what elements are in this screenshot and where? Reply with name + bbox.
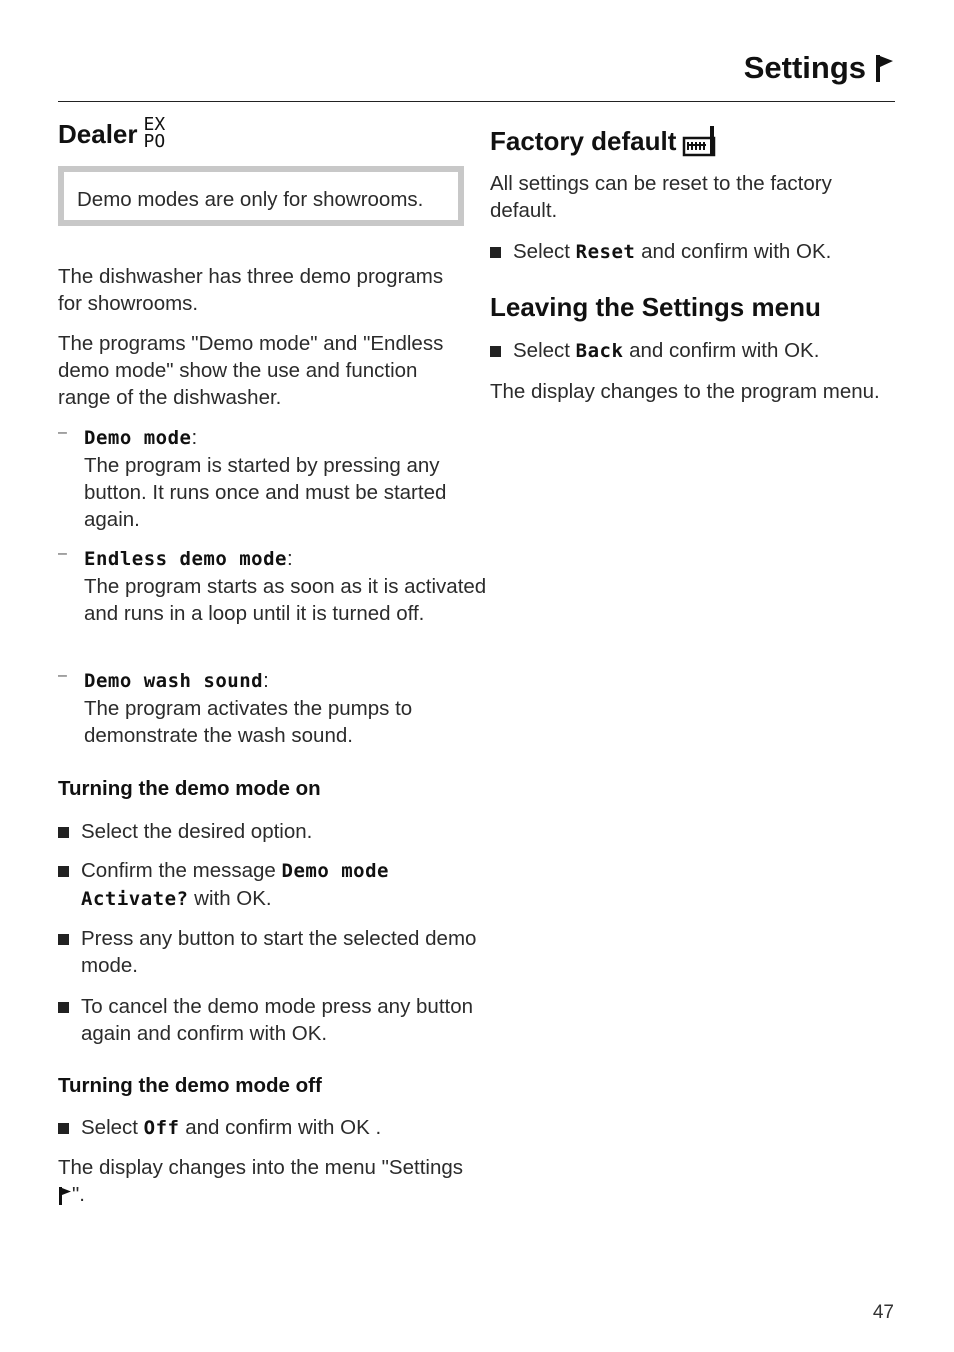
factory-default-heading-text: Factory default (490, 125, 677, 156)
bullet-marker (58, 934, 69, 945)
dash-marker: – (58, 545, 67, 562)
demo-mode-name: Demo mode (84, 427, 192, 449)
result-post: ". (72, 1183, 85, 1206)
factory-default-heading (490, 124, 896, 158)
leaving-settings-heading-text: Leaving the Settings menu (490, 292, 821, 322)
flag-icon (874, 52, 894, 84)
leaving-settings-text: The display changes to the program menu. (490, 380, 880, 403)
factory-icon (682, 124, 718, 158)
bullet-marker (490, 247, 501, 258)
turning-on-step-3 (58, 925, 487, 979)
expo-icon-top: EX (143, 114, 166, 135)
intro-paragraph-1: The dishwasher has three demo programs for showrooms. (58, 265, 444, 315)
intro-paragraph-2: The programs "Demo mode" and "Endless demo mode" show the use and function range of the dishwasher. (58, 332, 444, 409)
page-header-title (744, 50, 894, 86)
reset-step-post: and confirm with OK. (635, 240, 832, 263)
turning-on-step-4 (58, 993, 487, 1047)
page-number: 47 (872, 1302, 894, 1323)
header-title-text: Settings (743, 50, 866, 85)
endless-demo-mode-name: Endless demo mode (84, 548, 287, 570)
bullet-marker (490, 346, 501, 357)
step-2-pre: Confirm the message (81, 859, 282, 882)
note-box (58, 166, 464, 226)
turning-off-step (58, 1114, 487, 1142)
bullet-marker (58, 866, 69, 877)
turning-off-heading: Turning the demo mode off (58, 1074, 322, 1097)
off-step-post: and confirm with OK . (179, 1116, 382, 1139)
note-text: Demo modes are only for showrooms. (77, 188, 424, 211)
bullet-marker (58, 1002, 69, 1013)
back-step-post: and confirm with OK. (623, 339, 820, 362)
bullet-marker (58, 827, 69, 838)
dash-marker: – (58, 424, 67, 441)
turning-on-step-2 (58, 857, 487, 913)
header-divider (58, 101, 895, 102)
factory-default-text: All settings can be reset to the factory default. (490, 172, 832, 222)
off-step-lcd: Off (143, 1117, 180, 1139)
back-step-lcd: Back (575, 340, 624, 362)
step-4-text: To cancel the demo mode press any button again and confirm with OK. (81, 995, 474, 1045)
turning-on-step-1 (58, 818, 487, 845)
dash-marker: – (58, 667, 67, 684)
expo-icon-bottom: PO (143, 131, 166, 152)
factory-default-step (490, 238, 919, 266)
demo-mode-item: – Demo mode: The program is started by pressing any button. It runs once and must be started again. (58, 424, 490, 533)
step-3-text: Press any button to start the selected demo mode. (81, 927, 477, 977)
bullet-marker (58, 1123, 69, 1134)
dealer-heading (58, 114, 464, 152)
demo-mode-desc: The program is started by pressing any button. It runs once and must be started again. (84, 454, 447, 531)
dealer-heading-text: Dealer (58, 118, 138, 149)
endless-demo-mode-item: – Endless demo mode: The program starts as soon as it is activated and runs in a loop until it is turned off. (58, 545, 490, 627)
step-2-lcd-2: Activate? (81, 888, 189, 910)
demo-wash-sound-item: – Demo wash sound: The program activates the pumps to demonstrate the wash sound. (58, 667, 490, 749)
endless-demo-mode-desc: The program starts as soon as it is activated and runs in a loop until it is turned off. (84, 575, 487, 625)
leaving-settings-heading (490, 292, 896, 323)
back-step-pre: Select (513, 339, 576, 362)
step-2-post: with OK. (188, 887, 272, 910)
step-2-lcd-1: Demo mode (281, 860, 389, 882)
result-pre: The display changes into the menu "Settings (58, 1156, 463, 1179)
leaving-settings-step (490, 337, 919, 365)
reset-step-lcd: Reset (575, 241, 636, 263)
reset-step-pre: Select (513, 240, 576, 263)
turning-on-heading: Turning the demo mode on (58, 777, 321, 800)
turning-off-result (58, 1154, 464, 1208)
expo-icon (144, 116, 166, 150)
off-step-pre: Select (81, 1116, 144, 1139)
demo-wash-sound-desc: The program activates the pumps to demonstrate the wash sound. (84, 697, 413, 747)
flag-icon (58, 1185, 72, 1207)
step-1-text: Select the desired option. (81, 820, 313, 843)
demo-wash-sound-name: Demo wash sound (84, 670, 264, 692)
